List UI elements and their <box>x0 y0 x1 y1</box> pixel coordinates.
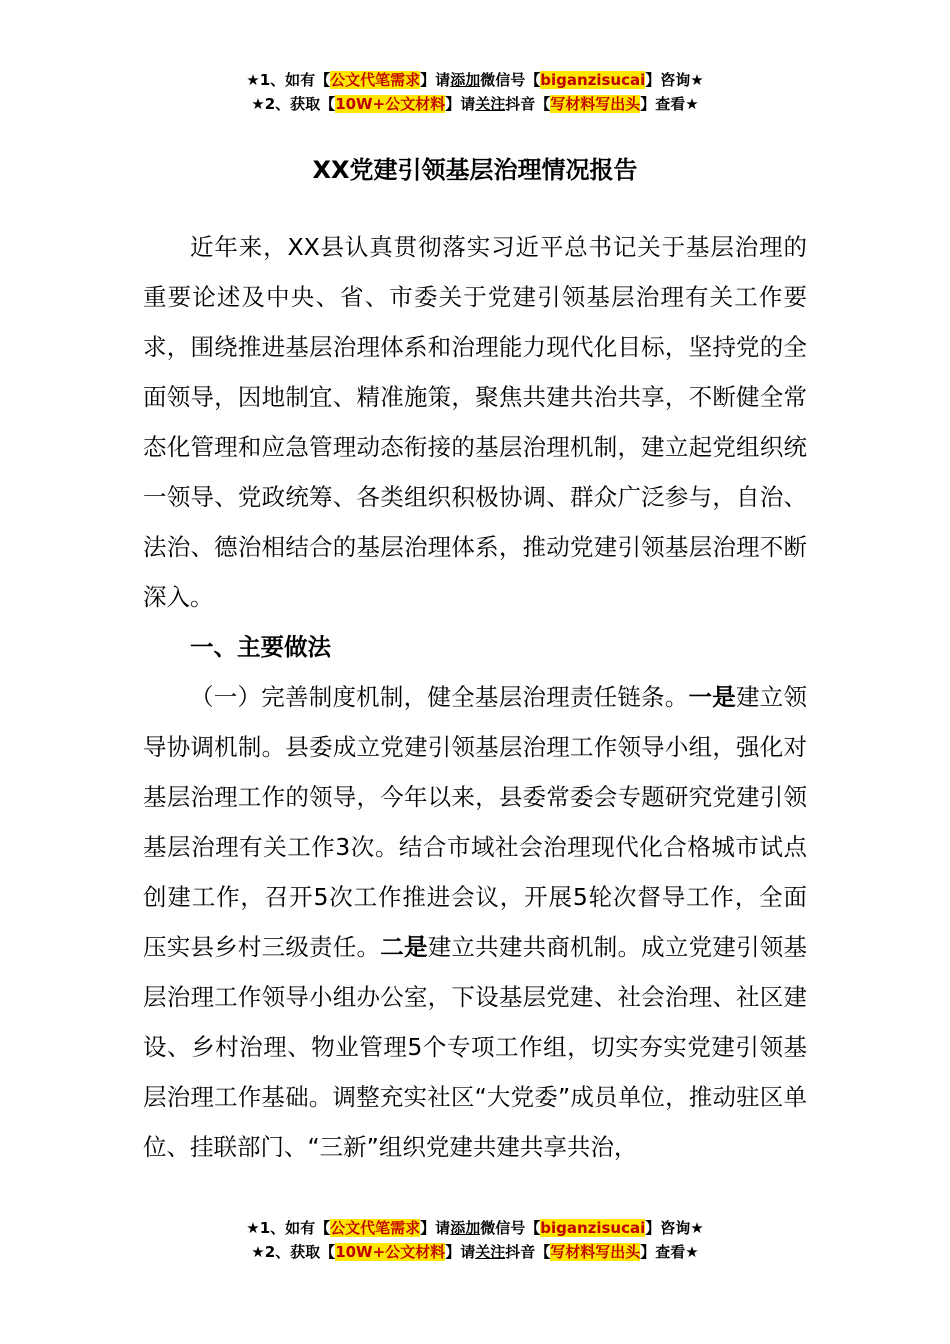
promo-notice-bottom <box>0 1216 950 1264</box>
highlight-douyin: 写材料写出头 <box>550 95 641 113</box>
promo-line-1: ★1、如有【公文代笔需求】请添加微信号【biganzisucai】咨询★ <box>246 1219 704 1237</box>
section-paragraph: （一）完善制度机制，健全基层治理责任链条。一是建立领导协调机制。县委成立党建引领基层治理工作领导小组，强化对基层治理工作的领导，今年以来，县委常委会专题研究党建引领基层治理有关工作3次。结合市域社会治理现代化合格城市试点创建工作，召开5次工作推进会议，开展5轮次督导工作，全面压实县乡村三级责任。二是建立共建共商机制。成立党建引领基层治理工作领导小组办公室，下设基层党建、社会治理、社区建设、乡村治理、物业管理5个专项工作组，切实夯实党建引领基层治理工作基础。调整充实社区“大党委”成员单位，推动驻区单位、挂联部门、“三新”组织党建共建共享共治， <box>143 683 808 1161</box>
highlight-service: 公文代笔需求 <box>330 71 421 89</box>
promo-line-2: ★2、获取【10W+公文材料】请关注抖音【写材料写出头】查看★ <box>251 95 699 113</box>
promo-notice-top <box>0 68 950 116</box>
highlight-service: 公文代笔需求 <box>330 1219 421 1237</box>
document-body <box>143 222 807 1172</box>
promo-line-1: ★1、如有【公文代笔需求】请添加微信号【biganzisucai】咨询★ <box>246 71 704 89</box>
intro-paragraph: 近年来，XX县认真贯彻落实习近平总书记关于基层治理的重要论述及中央、省、市委关于党建引领基层治理有关工作要求，围绕推进基层治理体系和治理能力现代化目标，坚持党的全面领导，因地制宜、精准施策，聚焦共建共治共享，不断健全常态化管理和应急管理动态衔接的基层治理机制，建立起党组织统一领导、党政统筹、各类组织积极协调、群众广泛参与，自治、法治、德治相结合的基层治理体系，推动党建引领基层治理不断深入。 <box>143 233 807 611</box>
promo-line-2: ★2、获取【10W+公文材料】请关注抖音【写材料写出头】查看★ <box>251 1243 699 1261</box>
section-heading: 一、主要做法 <box>190 633 331 661</box>
document-title: XX党建引领基层治理情况报告 <box>312 156 638 184</box>
highlight-wechat-id: biganzisucai <box>540 1219 646 1237</box>
highlight-materials: 10W+公文材料 <box>335 95 446 113</box>
highlight-materials: 10W+公文材料 <box>335 1243 446 1261</box>
highlight-douyin: 写材料写出头 <box>550 1243 641 1261</box>
highlight-wechat-id: biganzisucai <box>540 71 646 89</box>
